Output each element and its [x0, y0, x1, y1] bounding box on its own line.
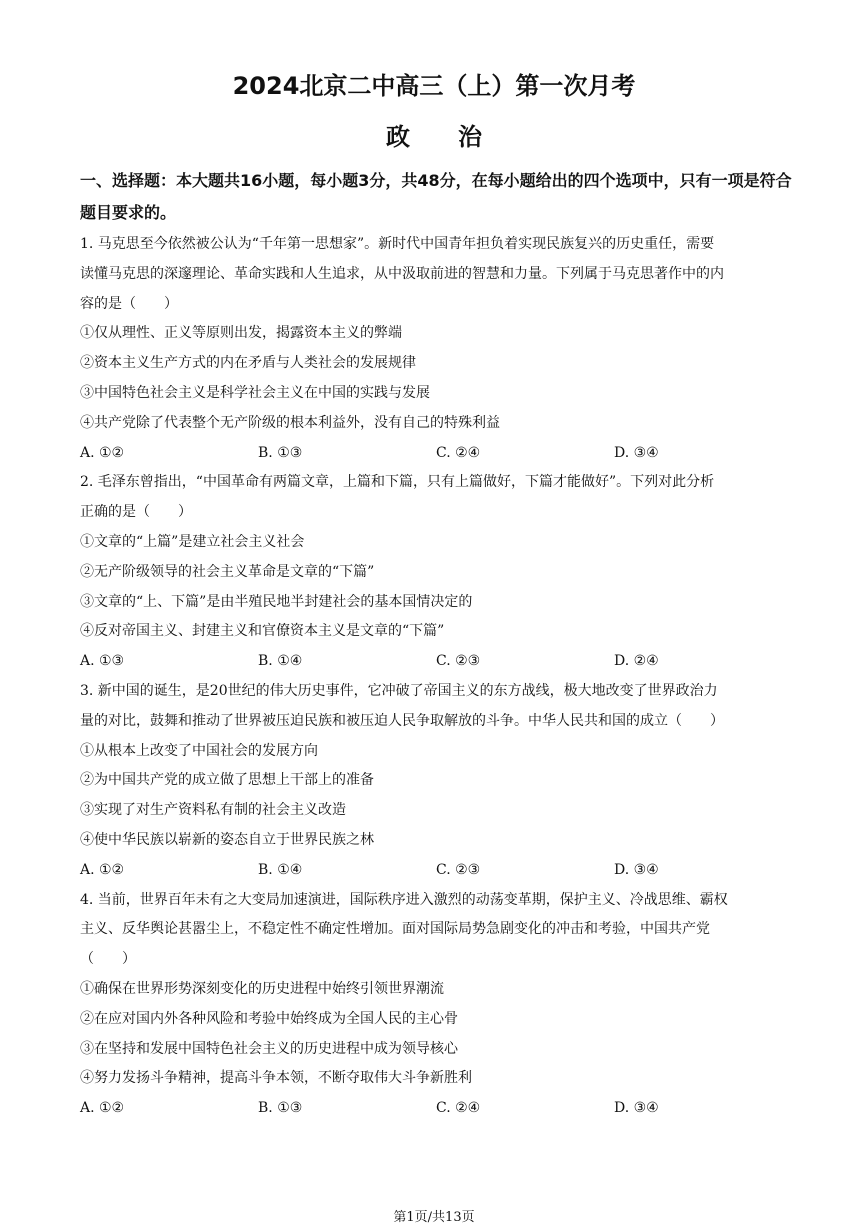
- statement-option: ④反对帝国主义、封建主义和官僚资本主义是文章的“下篇”: [80, 623, 445, 640]
- statement-option: ①确保在世界形势深刻变化的历史进程中始终引领世界潮流: [80, 980, 444, 997]
- statement-option: ②在应对国内外各种风险和考验中始终成为全国人民的主心骨: [80, 1010, 458, 1027]
- statement-option: ③中国特色社会主义是科学社会主义在中国的实践与发展: [80, 384, 430, 401]
- page-footer: 第1页/共13页: [393, 1210, 475, 1225]
- question-stem-line: 1. 马克思至今依然被公认为“千年第一思想家”。新时代中国青年担负着实现民族复兴的历史重任，需要: [80, 236, 715, 252]
- question-stem-line: 3. 新中国的诞生，是20世纪的伟大历史事件，它冲破了帝国主义的东方战线，极大地改变了世界政治力: [80, 682, 718, 699]
- subject-title: 政治: [386, 123, 530, 151]
- choice-c: C. ②④: [436, 1100, 481, 1117]
- statement-option: ①从根本上改变了中国社会的发展方向: [80, 742, 318, 759]
- choice-b: B. ①③: [258, 1100, 303, 1117]
- question-stem-line: 量的对比，鼓舞和推动了世界被压迫民族和被压迫人民争取解放的斗争。中华人民共和国的成立（ ）: [80, 712, 724, 729]
- choice-d: D. ③④: [614, 1100, 659, 1117]
- choice-d: D. ③④: [614, 444, 659, 461]
- answer-choices: [80, 1094, 792, 1124]
- question-stem-line: 2. 毛泽东曾指出，“中国革命有两篇文章，上篇和下篇，只有上篇做好，下篇才能做好”。下列对此分析: [80, 474, 715, 491]
- choice-b: B. ①④: [258, 861, 303, 878]
- question-stem-line: 正确的是（ ）: [80, 504, 192, 521]
- statement-option: ①仅从理性、正义等原则出发，揭露资本主义的弊端: [80, 325, 402, 342]
- answer-choices: [80, 856, 792, 886]
- answer-choices: [80, 439, 792, 469]
- choice-b: B. ①③: [258, 444, 303, 461]
- statement-option: ②为中国共产党的成立做了思想上干部上的准备: [80, 772, 374, 789]
- answer-choices: [80, 647, 792, 677]
- statement-option: ④努力发扬斗争精神，提高斗争本领，不断夺取伟大斗争新胜利: [80, 1070, 472, 1087]
- statement-option: ④共产党除了代表整个无产阶级的根本利益外，没有自己的特殊利益: [80, 414, 500, 431]
- choice-d: D. ③④: [614, 861, 659, 878]
- statement-option: ③在坚持和发展中国特色社会主义的历史进程中成为领导核心: [80, 1040, 458, 1057]
- document-title: 2024北京二中高三（上）第一次月考: [232, 72, 636, 100]
- choice-d: D. ②④: [614, 653, 659, 670]
- question-3: [80, 677, 792, 886]
- question-list: [80, 230, 792, 1124]
- choice-a: A. ①②: [80, 1100, 125, 1117]
- question-stem-line: 读懂马克思的深邃理论、革命实践和人生追求，从中汲取前进的智慧和力量。下列属于马克思著作中的内: [80, 265, 724, 282]
- question-2: [80, 468, 792, 677]
- section-header: 一、选择题：本大题共16小题，每小题3分，共48分，在每小题给出的四个选项中，只有一项是符合题目要求的。: [80, 171, 792, 222]
- question-stem-line: 4. 当前，世界百年未有之大变局加速演进，国际秩序进入激烈的动荡变革期，保护主义、冷战思维、霸权: [80, 891, 728, 908]
- choice-a: A. ①③: [80, 653, 125, 670]
- choice-b: B. ①④: [258, 653, 303, 670]
- choice-a: A. ①②: [80, 444, 125, 461]
- statement-option: ③文章的“上、下篇”是由半殖民地半封建社会的基本国情决定的: [80, 593, 473, 610]
- question-4: [80, 886, 792, 1124]
- statement-option: ④使中华民族以崭新的姿态自立于世界民族之林: [80, 831, 374, 848]
- question-stem-line: 主义、反华舆论甚嚣尘上，不稳定性不确定性增加。面对国际局势急剧变化的冲击和考验，中国共产党: [80, 921, 710, 938]
- choice-c: C. ②④: [436, 444, 481, 461]
- question-stem-line: 容的是（ ）: [80, 295, 178, 312]
- choice-c: C. ②③: [436, 861, 481, 878]
- statement-option: ②资本主义生产方式的内在矛盾与人类社会的发展规律: [80, 355, 416, 372]
- statement-option: ②无产阶级领导的社会主义革命是文章的“下篇”: [80, 563, 375, 580]
- statement-option: ①文章的“上篇”是建立社会主义社会: [80, 533, 305, 550]
- choice-c: C. ②③: [436, 653, 481, 670]
- question-1: [80, 230, 792, 468]
- statement-option: ③实现了对生产资料私有制的社会主义改造: [80, 802, 346, 819]
- choice-a: A. ①②: [80, 861, 125, 878]
- question-stem-line: （ ）: [80, 951, 136, 968]
